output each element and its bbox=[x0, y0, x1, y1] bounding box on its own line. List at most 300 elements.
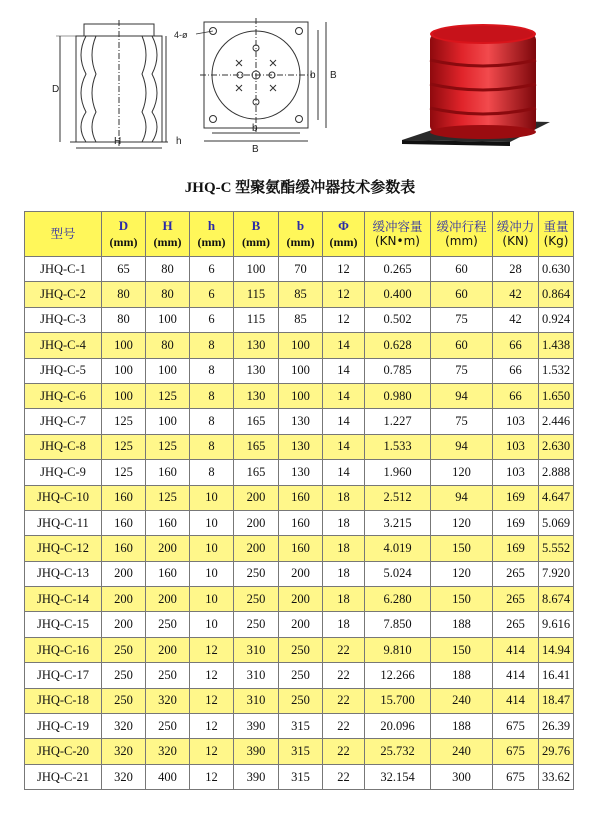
table-cell: 5.552 bbox=[539, 536, 574, 561]
model-cell: JHQ-C-14 bbox=[25, 587, 102, 612]
table-cell: 390 bbox=[234, 764, 279, 789]
table-cell: 400 bbox=[146, 764, 190, 789]
table-cell: 320 bbox=[102, 764, 146, 789]
table-cell: 1.650 bbox=[539, 383, 574, 408]
table-cell: 320 bbox=[102, 739, 146, 764]
table-row bbox=[25, 358, 574, 383]
table-cell: 200 bbox=[146, 637, 190, 662]
dimension-label-B-side: B bbox=[330, 70, 337, 81]
table-cell: 14 bbox=[323, 333, 365, 358]
table-cell: 160 bbox=[102, 485, 146, 510]
table-row bbox=[25, 612, 574, 637]
table-cell: 94 bbox=[431, 485, 493, 510]
table-cell: 125 bbox=[102, 409, 146, 434]
table-cell: 60 bbox=[431, 282, 493, 307]
table-cell: 6 bbox=[190, 282, 234, 307]
table-cell: 120 bbox=[431, 460, 493, 485]
dimension-label-h: h bbox=[176, 136, 182, 147]
table-cell: 265 bbox=[493, 612, 539, 637]
table-cell: 80 bbox=[146, 333, 190, 358]
model-cell: JHQ-C-8 bbox=[25, 434, 102, 459]
table-cell: 169 bbox=[493, 510, 539, 535]
table-cell: 250 bbox=[234, 587, 279, 612]
column-header bbox=[146, 212, 190, 257]
table-cell: 8 bbox=[190, 409, 234, 434]
table-cell: 250 bbox=[102, 688, 146, 713]
table-cell: 1.533 bbox=[365, 434, 431, 459]
table-row bbox=[25, 409, 574, 434]
table-cell: 14 bbox=[323, 358, 365, 383]
table-row bbox=[25, 587, 574, 612]
column-header-label: H bbox=[162, 218, 173, 234]
column-header bbox=[431, 212, 493, 257]
column-header-label: B bbox=[251, 218, 261, 234]
table-cell: 130 bbox=[234, 333, 279, 358]
table-cell: 390 bbox=[234, 714, 279, 739]
table-cell: 9.616 bbox=[539, 612, 574, 637]
table-cell: 160 bbox=[146, 460, 190, 485]
column-header-unit: (KN•m) bbox=[375, 234, 420, 249]
table-cell: 80 bbox=[102, 307, 146, 332]
table-cell: 85 bbox=[279, 307, 323, 332]
table-cell: 10 bbox=[190, 485, 234, 510]
table-cell: 42 bbox=[493, 282, 539, 307]
table-cell: 115 bbox=[234, 307, 279, 332]
table-cell: 675 bbox=[493, 764, 539, 789]
table-cell: 22 bbox=[323, 663, 365, 688]
table-cell: 200 bbox=[234, 485, 279, 510]
table-cell: 130 bbox=[279, 460, 323, 485]
column-header-unit: (mm) bbox=[445, 234, 478, 249]
table-cell: 70 bbox=[279, 257, 323, 282]
dimension-label-B-bottom: B bbox=[252, 144, 259, 155]
table-row bbox=[25, 257, 574, 282]
model-cell: JHQ-C-20 bbox=[25, 739, 102, 764]
table-cell: 29.76 bbox=[539, 739, 574, 764]
table-cell: 250 bbox=[146, 612, 190, 637]
column-header-label: Φ bbox=[338, 218, 349, 234]
table-cell: 3.215 bbox=[365, 510, 431, 535]
column-header-unit: (mm) bbox=[286, 234, 315, 249]
table-cell: 66 bbox=[493, 383, 539, 408]
table-cell: 0.400 bbox=[365, 282, 431, 307]
table-cell: 12 bbox=[190, 764, 234, 789]
table-cell: 188 bbox=[431, 612, 493, 637]
table-cell: 130 bbox=[279, 434, 323, 459]
dimension-label-H: H bbox=[114, 136, 122, 147]
table-body bbox=[25, 257, 574, 790]
table-cell: 130 bbox=[234, 358, 279, 383]
table-cell: 4.647 bbox=[539, 485, 574, 510]
model-cell: JHQ-C-4 bbox=[25, 333, 102, 358]
table-cell: 2.888 bbox=[539, 460, 574, 485]
hole-label: 4-ø bbox=[174, 30, 188, 40]
model-cell: JHQ-C-12 bbox=[25, 536, 102, 561]
table-cell: 250 bbox=[146, 663, 190, 688]
table-cell: 188 bbox=[431, 714, 493, 739]
table-cell: 125 bbox=[146, 434, 190, 459]
table-cell: 6 bbox=[190, 307, 234, 332]
table-cell: 94 bbox=[431, 383, 493, 408]
column-header-unit: (KN) bbox=[502, 234, 529, 249]
table-cell: 8 bbox=[190, 460, 234, 485]
table-row bbox=[25, 714, 574, 739]
table-cell: 22 bbox=[323, 688, 365, 713]
table-cell: 169 bbox=[493, 536, 539, 561]
table-cell: 60 bbox=[431, 257, 493, 282]
table-row bbox=[25, 307, 574, 332]
column-header bbox=[190, 212, 234, 257]
table-cell: 8 bbox=[190, 333, 234, 358]
column-header bbox=[323, 212, 365, 257]
table-cell: 80 bbox=[146, 257, 190, 282]
table-cell: 250 bbox=[279, 637, 323, 662]
table-cell: 12 bbox=[190, 688, 234, 713]
table-cell: 130 bbox=[279, 409, 323, 434]
table-cell: 100 bbox=[279, 358, 323, 383]
table-cell: 100 bbox=[146, 358, 190, 383]
model-cell: JHQ-C-5 bbox=[25, 358, 102, 383]
model-cell: JHQ-C-10 bbox=[25, 485, 102, 510]
table-cell: 200 bbox=[234, 536, 279, 561]
table-row bbox=[25, 460, 574, 485]
model-cell: JHQ-C-7 bbox=[25, 409, 102, 434]
model-cell: JHQ-C-16 bbox=[25, 637, 102, 662]
table-cell: 12 bbox=[323, 307, 365, 332]
table-cell: 100 bbox=[102, 333, 146, 358]
table-cell: 169 bbox=[493, 485, 539, 510]
table-cell: 0.628 bbox=[365, 333, 431, 358]
table-cell: 320 bbox=[102, 714, 146, 739]
table-cell: 315 bbox=[279, 714, 323, 739]
table-cell: 18 bbox=[323, 510, 365, 535]
table-cell: 100 bbox=[279, 333, 323, 358]
table-cell: 160 bbox=[146, 510, 190, 535]
table-cell: 265 bbox=[493, 587, 539, 612]
table-cell: 12 bbox=[190, 637, 234, 662]
table-cell: 80 bbox=[102, 282, 146, 307]
table-cell: 12 bbox=[323, 282, 365, 307]
technical-drawings bbox=[0, 0, 600, 170]
table-cell: 10 bbox=[190, 510, 234, 535]
table-cell: 300 bbox=[431, 764, 493, 789]
column-header bbox=[539, 212, 574, 257]
model-cell: JHQ-C-6 bbox=[25, 383, 102, 408]
table-row bbox=[25, 485, 574, 510]
table-cell: 265 bbox=[493, 561, 539, 586]
table-cell: 10 bbox=[190, 561, 234, 586]
table-cell: 100 bbox=[279, 383, 323, 408]
table-cell: 26.39 bbox=[539, 714, 574, 739]
table-cell: 200 bbox=[102, 612, 146, 637]
dimension-label-D: D bbox=[52, 84, 60, 95]
table-cell: 150 bbox=[431, 536, 493, 561]
model-cell: JHQ-C-15 bbox=[25, 612, 102, 637]
table-cell: 130 bbox=[234, 383, 279, 408]
table-cell: 125 bbox=[146, 383, 190, 408]
model-cell: JHQ-C-17 bbox=[25, 663, 102, 688]
table-cell: 675 bbox=[493, 739, 539, 764]
model-cell: JHQ-C-11 bbox=[25, 510, 102, 535]
table-cell: 22 bbox=[323, 637, 365, 662]
table-cell: 18 bbox=[323, 561, 365, 586]
table-cell: 22 bbox=[323, 739, 365, 764]
table-cell: 320 bbox=[146, 739, 190, 764]
table-cell: 1.960 bbox=[365, 460, 431, 485]
table-cell: 12.266 bbox=[365, 663, 431, 688]
table-cell: 188 bbox=[431, 663, 493, 688]
table-cell: 100 bbox=[102, 383, 146, 408]
table-cell: 6 bbox=[190, 257, 234, 282]
table-cell: 66 bbox=[493, 333, 539, 358]
model-cell: JHQ-C-9 bbox=[25, 460, 102, 485]
table-cell: 150 bbox=[431, 637, 493, 662]
table-cell: 0.980 bbox=[365, 383, 431, 408]
table-cell: 320 bbox=[146, 688, 190, 713]
table-cell: 8 bbox=[190, 434, 234, 459]
table-cell: 200 bbox=[279, 561, 323, 586]
table-cell: 160 bbox=[279, 536, 323, 561]
column-header-unit: (mm) bbox=[329, 234, 358, 249]
table-row bbox=[25, 764, 574, 789]
table-row bbox=[25, 739, 574, 764]
table-cell: 250 bbox=[279, 688, 323, 713]
table-cell: 160 bbox=[102, 510, 146, 535]
table-cell: 165 bbox=[234, 409, 279, 434]
table-cell: 160 bbox=[279, 485, 323, 510]
buffer-product-image bbox=[402, 24, 550, 146]
column-header-label: 型号 bbox=[50, 226, 76, 242]
table-cell: 8 bbox=[190, 383, 234, 408]
table-cell: 14.94 bbox=[539, 637, 574, 662]
model-cell: JHQ-C-21 bbox=[25, 764, 102, 789]
table-cell: 414 bbox=[493, 637, 539, 662]
model-cell: JHQ-C-13 bbox=[25, 561, 102, 586]
table-row bbox=[25, 510, 574, 535]
table-cell: 0.630 bbox=[539, 257, 574, 282]
table-cell: 1.438 bbox=[539, 333, 574, 358]
table-cell: 165 bbox=[234, 460, 279, 485]
table-cell: 200 bbox=[102, 561, 146, 586]
table-cell: 75 bbox=[431, 409, 493, 434]
column-header-label: h bbox=[207, 218, 216, 234]
page-title: JHQ-C 型聚氨酯缓冲器技术参数表 bbox=[184, 180, 416, 196]
table-cell: 85 bbox=[279, 282, 323, 307]
table-cell: 0.502 bbox=[365, 307, 431, 332]
column-header-unit: (mm) bbox=[242, 234, 270, 249]
table-cell: 250 bbox=[146, 714, 190, 739]
table-cell: 2.512 bbox=[365, 485, 431, 510]
table-cell: 6.280 bbox=[365, 587, 431, 612]
column-header-label: D bbox=[118, 218, 129, 234]
table-cell: 0.785 bbox=[365, 358, 431, 383]
table-cell: 60 bbox=[431, 333, 493, 358]
table-cell: 310 bbox=[234, 688, 279, 713]
column-header bbox=[279, 212, 323, 257]
table-cell: 12 bbox=[323, 257, 365, 282]
table-cell: 94 bbox=[431, 434, 493, 459]
table-cell: 200 bbox=[279, 612, 323, 637]
table-cell: 16.41 bbox=[539, 663, 574, 688]
table-cell: 10 bbox=[190, 612, 234, 637]
table-cell: 7.920 bbox=[539, 561, 574, 586]
table-cell: 4.019 bbox=[365, 536, 431, 561]
table-cell: 80 bbox=[146, 282, 190, 307]
table-cell: 414 bbox=[493, 663, 539, 688]
model-cell: JHQ-C-1 bbox=[25, 257, 102, 282]
table-cell: 18 bbox=[323, 612, 365, 637]
table-row bbox=[25, 637, 574, 662]
table-cell: 22 bbox=[323, 714, 365, 739]
header-row bbox=[25, 212, 574, 257]
table-cell: 390 bbox=[234, 739, 279, 764]
table-cell: 250 bbox=[102, 637, 146, 662]
table-row bbox=[25, 434, 574, 459]
table-cell: 315 bbox=[279, 764, 323, 789]
table-cell: 28 bbox=[493, 257, 539, 282]
table-cell: 32.154 bbox=[365, 764, 431, 789]
table-cell: 160 bbox=[146, 561, 190, 586]
table-cell: 75 bbox=[431, 307, 493, 332]
table-cell: 103 bbox=[493, 409, 539, 434]
table-cell: 9.810 bbox=[365, 637, 431, 662]
table-cell: 2.630 bbox=[539, 434, 574, 459]
table-cell: 200 bbox=[279, 587, 323, 612]
table-cell: 7.850 bbox=[365, 612, 431, 637]
table-cell: 10 bbox=[190, 536, 234, 561]
table-cell: 310 bbox=[234, 637, 279, 662]
table-cell: 125 bbox=[102, 434, 146, 459]
table-cell: 14 bbox=[323, 409, 365, 434]
column-header-label: 缓冲行程 bbox=[436, 218, 487, 234]
table-cell: 5.069 bbox=[539, 510, 574, 535]
table-cell: 12 bbox=[190, 663, 234, 688]
table-cell: 14 bbox=[323, 460, 365, 485]
table-cell: 250 bbox=[234, 561, 279, 586]
table-cell: 25.732 bbox=[365, 739, 431, 764]
table-cell: 14 bbox=[323, 383, 365, 408]
table-cell: 100 bbox=[234, 257, 279, 282]
table-cell: 12 bbox=[190, 739, 234, 764]
table-cell: 165 bbox=[234, 434, 279, 459]
model-cell: JHQ-C-18 bbox=[25, 688, 102, 713]
column-header bbox=[365, 212, 431, 257]
dimension-label-b-bottom: b bbox=[252, 123, 258, 134]
table-cell: 115 bbox=[234, 282, 279, 307]
column-header bbox=[25, 212, 102, 257]
table-row bbox=[25, 561, 574, 586]
table-cell: 18.47 bbox=[539, 688, 574, 713]
table-row bbox=[25, 663, 574, 688]
model-cell: JHQ-C-19 bbox=[25, 714, 102, 739]
column-header-label: b bbox=[296, 218, 305, 234]
table-cell: 200 bbox=[234, 510, 279, 535]
table-cell: 2.446 bbox=[539, 409, 574, 434]
table-cell: 250 bbox=[234, 612, 279, 637]
table-cell: 0.924 bbox=[539, 307, 574, 332]
dimension-label-b-side: b bbox=[310, 70, 316, 81]
table-cell: 200 bbox=[146, 587, 190, 612]
table-cell: 33.62 bbox=[539, 764, 574, 789]
table-cell: 150 bbox=[431, 587, 493, 612]
table-cell: 14 bbox=[323, 434, 365, 459]
table-cell: 10 bbox=[190, 587, 234, 612]
table-cell: 1.227 bbox=[365, 409, 431, 434]
table-cell: 250 bbox=[279, 663, 323, 688]
model-cell: JHQ-C-2 bbox=[25, 282, 102, 307]
table-row bbox=[25, 383, 574, 408]
column-header-label: 缓冲力 bbox=[496, 218, 535, 234]
table-cell: 120 bbox=[431, 561, 493, 586]
table-cell: 8.674 bbox=[539, 587, 574, 612]
table-cell: 42 bbox=[493, 307, 539, 332]
table-cell: 65 bbox=[102, 257, 146, 282]
table-cell: 0.864 bbox=[539, 282, 574, 307]
table-cell: 120 bbox=[431, 510, 493, 535]
table-cell: 75 bbox=[431, 358, 493, 383]
column-header bbox=[493, 212, 539, 257]
table-cell: 675 bbox=[493, 714, 539, 739]
table-cell: 5.024 bbox=[365, 561, 431, 586]
side-view-drawing bbox=[56, 20, 168, 148]
top-view-drawing bbox=[196, 18, 326, 141]
table-cell: 240 bbox=[431, 739, 493, 764]
table-cell: 200 bbox=[146, 536, 190, 561]
table-cell: 20.096 bbox=[365, 714, 431, 739]
column-header-label: 缓冲容量 bbox=[372, 218, 423, 234]
table-cell: 103 bbox=[493, 460, 539, 485]
table-row bbox=[25, 688, 574, 713]
table-cell: 414 bbox=[493, 688, 539, 713]
table-cell: 0.265 bbox=[365, 257, 431, 282]
table-cell: 310 bbox=[234, 663, 279, 688]
table-cell: 100 bbox=[146, 307, 190, 332]
table-cell: 250 bbox=[102, 663, 146, 688]
column-header-unit: (mm) bbox=[153, 234, 182, 249]
table-cell: 18 bbox=[323, 587, 365, 612]
table-row bbox=[25, 536, 574, 561]
table-cell: 66 bbox=[493, 358, 539, 383]
table-cell: 125 bbox=[102, 460, 146, 485]
column-header bbox=[102, 212, 146, 257]
table-cell: 8 bbox=[190, 358, 234, 383]
table-cell: 125 bbox=[146, 485, 190, 510]
column-header-unit: (Kg) bbox=[543, 234, 569, 249]
table-header bbox=[25, 212, 574, 257]
table-cell: 315 bbox=[279, 739, 323, 764]
table-cell: 100 bbox=[102, 358, 146, 383]
table-cell: 160 bbox=[102, 536, 146, 561]
spec-table bbox=[24, 211, 574, 790]
table-cell: 18 bbox=[323, 485, 365, 510]
column-header bbox=[234, 212, 279, 257]
table-cell: 18 bbox=[323, 536, 365, 561]
table-cell: 100 bbox=[146, 409, 190, 434]
table-cell: 200 bbox=[102, 587, 146, 612]
table-cell: 240 bbox=[431, 688, 493, 713]
table-cell: 22 bbox=[323, 764, 365, 789]
table-row bbox=[25, 282, 574, 307]
column-header-label: 重量 bbox=[543, 218, 569, 234]
model-cell: JHQ-C-3 bbox=[25, 307, 102, 332]
table-cell: 15.700 bbox=[365, 688, 431, 713]
table-row bbox=[25, 333, 574, 358]
table-cell: 103 bbox=[493, 434, 539, 459]
table-cell: 1.532 bbox=[539, 358, 574, 383]
column-header-unit: (mm) bbox=[197, 234, 226, 249]
column-header-unit: (mm) bbox=[109, 234, 138, 249]
table-cell: 12 bbox=[190, 714, 234, 739]
